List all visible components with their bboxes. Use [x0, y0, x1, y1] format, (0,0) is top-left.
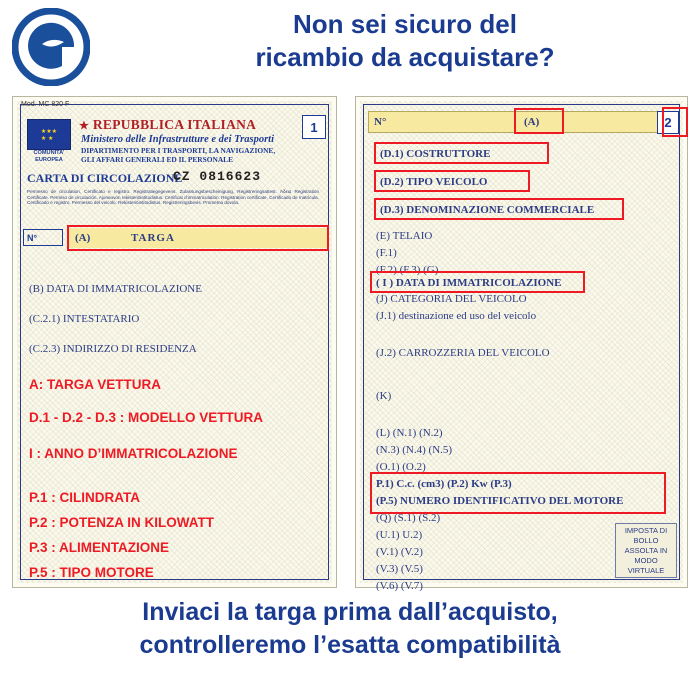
- footer-line-2: controlleremo l’esatta compatibilità: [139, 631, 561, 659]
- ministry-lines: [81, 146, 307, 164]
- field-owner: (C.2.1) INTESTATARIO: [29, 313, 140, 325]
- stamp-duty-box: IMPOSTA DI BOLLO ASSOLTA IN MODO VIRTUALE: [615, 523, 677, 578]
- mod-code: Mod. MC 820 F: [21, 101, 70, 108]
- field-engine-number: (P.5) NUMERO IDENTIFICATIVO DEL MOTORE: [376, 495, 624, 507]
- header: [0, 0, 700, 95]
- microtext-block: Permesso de circulation, Certificato e registro. Registratiegegevens. Zulassungsbescheinigung. Registreringsattest. Άδεια Registration Certificate. Permiso de circulación. Ajoneuvon rekisteriöintitodistus. Certificat d’immatriculation. Registration certificate. Certificado de matrícula. Certificado e registro. Permesso del veicolo. Rekisteriöintitodistus. Registreringsbevis. Prometna dovola.: [27, 189, 319, 206]
- ministry-line-1: Ministero delle Infrastrutture e dei Trasporti: [81, 134, 275, 145]
- n-box-right: N°: [374, 116, 387, 128]
- field-l-n1-n2: (L) (N.1) (N.2): [376, 427, 443, 439]
- field-u1-u2: (U.1) U.2): [376, 529, 423, 541]
- field-n3-n4-n5: (N.3) (N.4) (N.5): [376, 444, 453, 456]
- legend-year: I : ANNO D’IMMATRICOLAZIONE: [29, 446, 238, 461]
- field-f1: (F.1): [376, 247, 397, 259]
- footer: [0, 596, 700, 662]
- page-title: [120, 8, 690, 74]
- plate-field-fill-left: [69, 228, 327, 248]
- field-manufacturer: (D.1) COSTRUTTORE: [380, 148, 491, 160]
- plate-field-fill-right: [368, 111, 668, 133]
- field-registration-date: (B) DATA DI IMMATRICOLAZIONE: [29, 283, 202, 295]
- document-page-1: [12, 96, 337, 588]
- document-page-2: [355, 96, 688, 592]
- legend-model: D.1 - D.2 - D.3 : MODELLO VETTURA: [29, 410, 264, 425]
- company-logo-icon: [12, 8, 90, 86]
- republic-title-text: REPUBBLICA ITALIANA: [92, 117, 257, 132]
- ministry-line-3: GLI AFFARI GENERALI ED IL PERSONALE: [81, 155, 234, 164]
- republic-title: [79, 117, 294, 133]
- field-q-s1-s2: (Q) (S.1) (S.2): [376, 512, 441, 524]
- document-number: CZ 0816623: [173, 169, 262, 184]
- legend-plate: A: TARGA VETTURA: [29, 377, 161, 392]
- plate-field-code-left: (A): [75, 232, 91, 244]
- legend-engine-type: P.5 : TIPO MOTORE: [29, 565, 154, 580]
- field-vehicle-use: (J.1) destinazione ed uso del veicolo: [376, 310, 537, 322]
- field-p1-p2-p3: P.1) C.c. (cm3) (P.2) Kw (P.3): [376, 478, 512, 490]
- legend-fuel: P.3 : ALIMENTAZIONE: [29, 540, 170, 555]
- headline-line-2: ricambio da acquistare?: [255, 42, 555, 72]
- document-title: CARTA DI CIRCOLAZIONE: [27, 171, 183, 185]
- field-vehicle-category: (J) CATEGORIA DEL VEICOLO: [376, 293, 527, 305]
- eu-flag-icon: [27, 119, 71, 150]
- legend-displacement: P.1 : CILINDRATA: [29, 490, 141, 505]
- page-number-box-right: 2: [657, 111, 679, 134]
- plate-field-label-left: TARGA: [131, 232, 175, 244]
- field-v6-v7: (V.6) (V.7): [376, 580, 423, 592]
- legend-power: P.2 : POTENZA IN KILOWATT: [29, 515, 215, 530]
- field-body-type: (J.2) CARROZZERIA DEL VEICOLO: [376, 347, 550, 359]
- footer-line-1: Inviaci la targa prima dall’acquisto,: [142, 598, 558, 626]
- field-v1-v2: (V.1) (V.2): [376, 546, 423, 558]
- ministry-line-2: DIPARTIMENTO PER I TRASPORTI, LA NAVIGAZIONE,: [81, 146, 276, 155]
- star-icon: ★: [79, 120, 90, 132]
- field-vehicle-type: (D.2) TIPO VEICOLO: [380, 176, 488, 188]
- eu-stars: ★★★ ★ ★: [40, 128, 58, 142]
- n-box-left: N°: [23, 229, 63, 246]
- field-chassis: (E) TELAIO: [376, 230, 433, 242]
- field-address: (C.2.3) INDIRIZZO DI RESIDENZA: [29, 343, 197, 355]
- field-o1-o2: (O.1) (O.2): [376, 461, 426, 473]
- plate-field-code-right: (A): [524, 116, 540, 128]
- eu-label: COMUNITA’ EUROPEA: [33, 150, 65, 163]
- headline-line-1: Non sei sicuro del: [293, 9, 517, 39]
- field-commercial-name: (D.3) DENOMINAZIONE COMMERCIALE: [380, 204, 595, 216]
- field-v3-v5: (V.3) (V.5): [376, 563, 423, 575]
- page-number-box-left: 1: [302, 115, 326, 139]
- field-f2-f3-g: (F.2) (F.3) (G): [376, 264, 439, 276]
- field-registration-date-right: ( I ) DATA DI IMMATRICOLAZIONE: [376, 277, 562, 289]
- field-k: (K): [376, 390, 392, 402]
